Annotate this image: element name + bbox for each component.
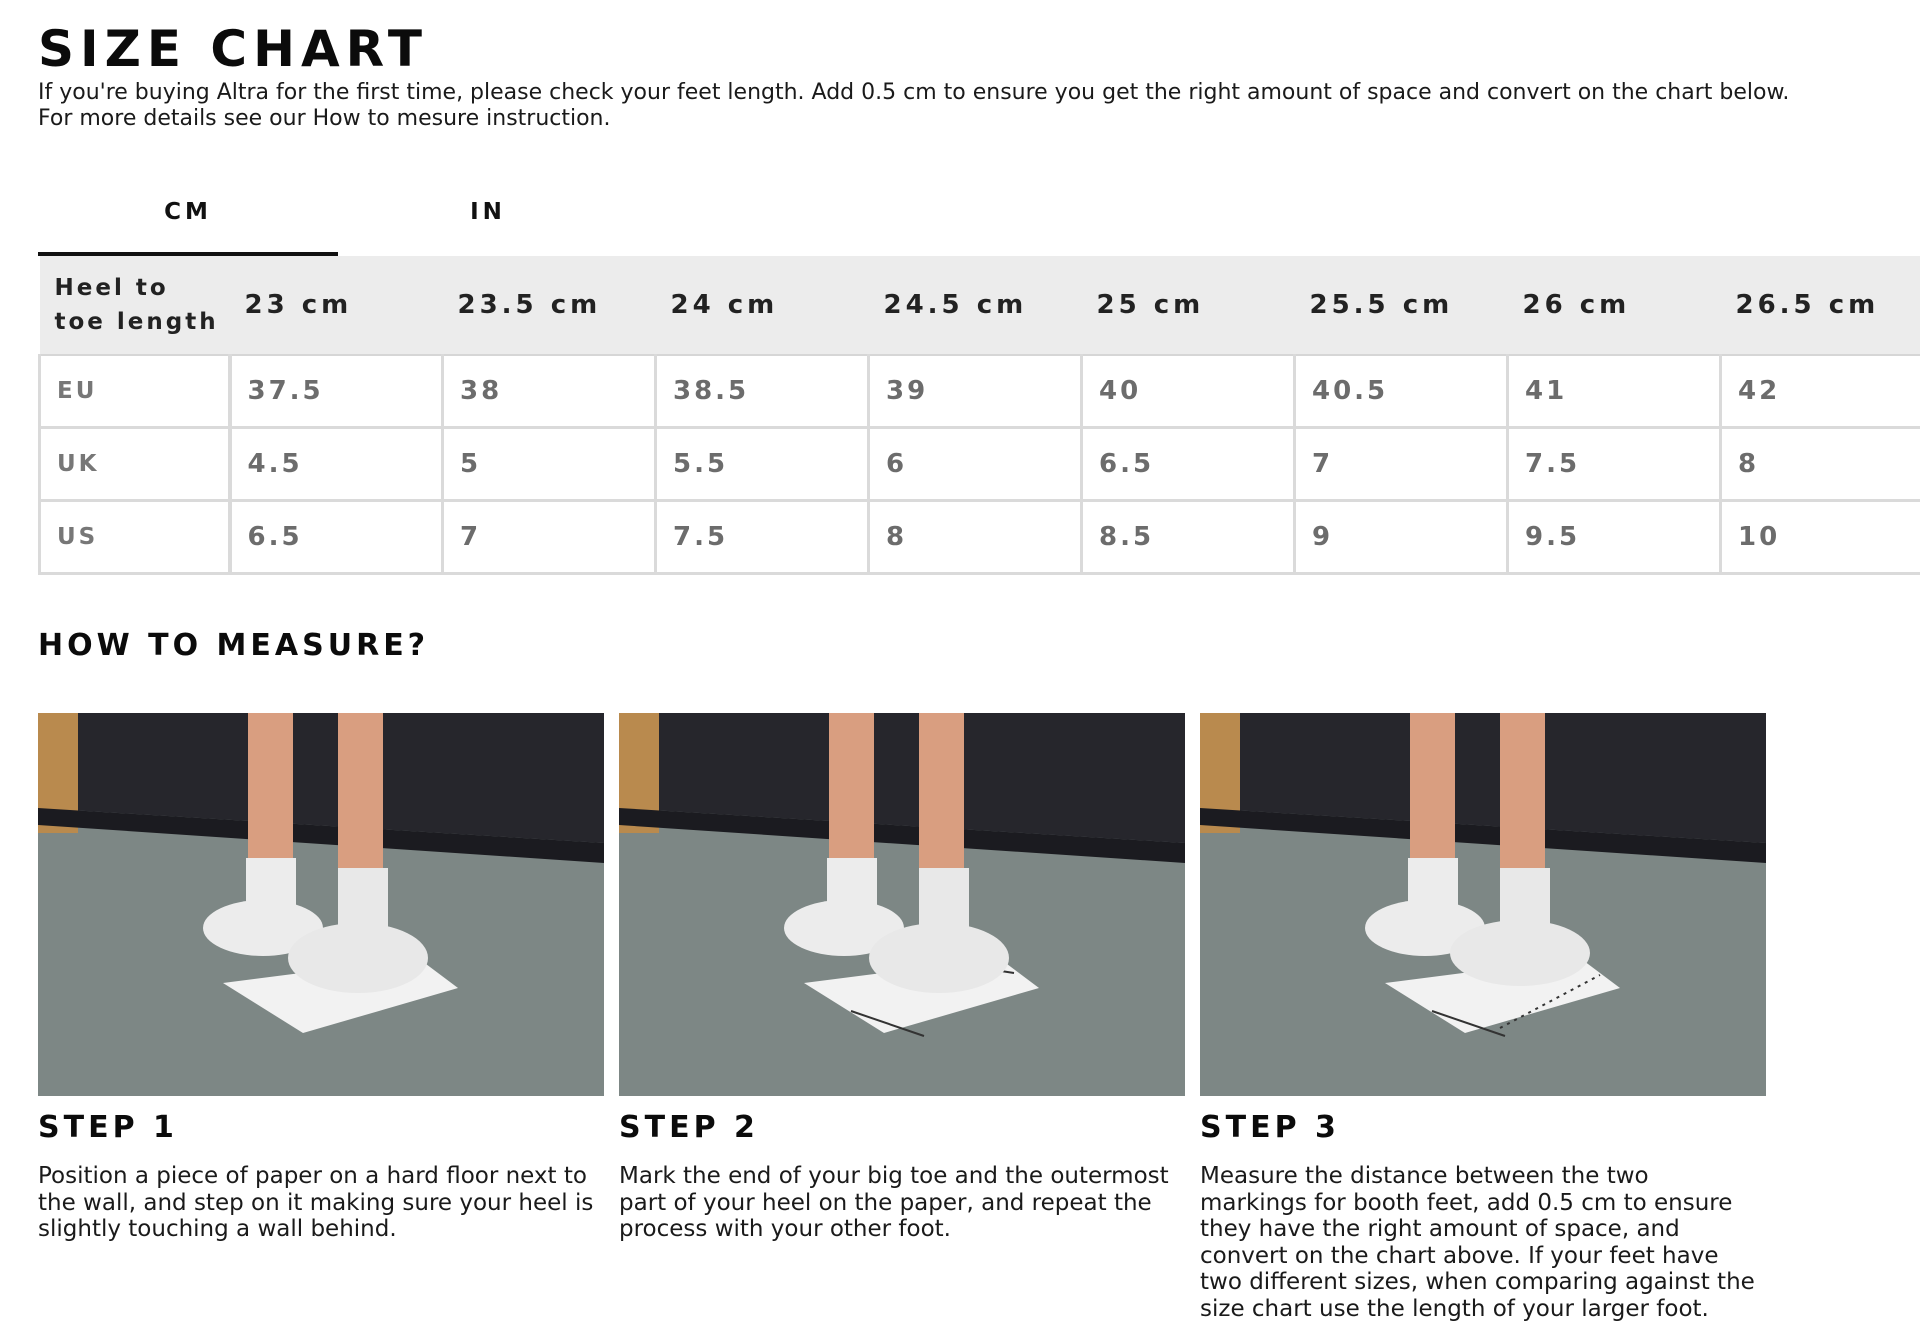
header-label-line-2: toe length	[54, 309, 219, 335]
table-header-label	[40, 256, 230, 355]
column-header: 23.5 cm	[443, 256, 656, 355]
table-cell: 9.5	[1508, 501, 1721, 574]
step-description: Position a piece of paper on a hard floor next to the wall, and step on it making sure your heel is slightly touching a wall behind.	[38, 1163, 594, 1242]
row-label: UK	[40, 428, 230, 501]
step-2-photo	[619, 713, 1185, 1096]
column-header: 26 cm	[1508, 256, 1721, 355]
row-label: US	[40, 501, 230, 574]
table-cell: 6	[869, 428, 1082, 501]
table-header-row	[40, 256, 1920, 355]
intro-text	[38, 80, 1898, 132]
column-header: 23 cm	[230, 256, 443, 355]
table-cell: 9	[1295, 501, 1508, 574]
table-cell: 42	[1721, 355, 1920, 428]
step-card-2	[619, 713, 1185, 1243]
how-to-measure-title: HOW TO MEASURE?	[38, 628, 430, 663]
intro-line-2: For more details see our How to mesure instruction.	[38, 106, 611, 131]
table-cell: 8.5	[1082, 501, 1295, 574]
table-cell: 38.5	[656, 355, 869, 428]
column-header: 25.5 cm	[1295, 256, 1508, 355]
table-cell: 5	[443, 428, 656, 501]
table-cell: 7.5	[1508, 428, 1721, 501]
table-cell: 40.5	[1295, 355, 1508, 428]
step-1-photo	[38, 713, 604, 1096]
step-title: STEP 3	[1200, 1110, 1340, 1145]
table-cell: 6.5	[230, 501, 443, 574]
header-label-line-1: Heel to	[54, 275, 169, 301]
table-cell: 7.5	[656, 501, 869, 574]
table-cell: 4.5	[230, 428, 443, 501]
table-row-eu	[40, 355, 1920, 428]
page-title: SIZE CHART	[38, 20, 429, 78]
unit-tabs	[38, 172, 638, 256]
table-cell: 10	[1721, 501, 1920, 574]
table-cell: 8	[869, 501, 1082, 574]
table-cell: 40	[1082, 355, 1295, 428]
step-card-1	[38, 713, 604, 1243]
table-cell: 38	[443, 355, 656, 428]
table-row-uk	[40, 428, 1920, 501]
column-header: 24.5 cm	[869, 256, 1082, 355]
size-table	[38, 256, 1920, 575]
column-header: 25 cm	[1082, 256, 1295, 355]
table-row-us	[40, 501, 1920, 574]
table-cell: 6.5	[1082, 428, 1295, 501]
table-cell: 41	[1508, 355, 1721, 428]
step-description: Mark the end of your big toe and the outermost part of your heel on the paper, and repeat the process with your other foot.	[619, 1163, 1169, 1242]
intro-line-1: If you're buying Altra for the first time, please check your feet length. Add 0.5 cm to ensure you get the right amount of space and convert on the chart below.	[38, 80, 1790, 105]
row-label: EU	[40, 355, 230, 428]
table-cell: 5.5	[656, 428, 869, 501]
step-3-photo	[1200, 713, 1766, 1096]
step-title: STEP 1	[38, 1110, 178, 1145]
table-cell: 39	[869, 355, 1082, 428]
column-header: 24 cm	[656, 256, 869, 355]
table-cell: 8	[1721, 428, 1920, 501]
step-description: Measure the distance between the two markings for booth feet, add 0.5 cm to ensure they have the right amount of space, and convert on the chart above. If your feet have two different sizes, when comparing against the size chart use the length of your larger foot.	[1200, 1163, 1755, 1322]
table-cell: 7	[1295, 428, 1508, 501]
column-header: 26.5 cm	[1721, 256, 1920, 355]
tab-cm[interactable]: CM	[38, 172, 338, 252]
step-card-3	[1200, 713, 1766, 1322]
step-title: STEP 2	[619, 1110, 759, 1145]
table-cell: 7	[443, 501, 656, 574]
tab-in[interactable]: IN	[338, 172, 638, 252]
table-cell: 37.5	[230, 355, 443, 428]
